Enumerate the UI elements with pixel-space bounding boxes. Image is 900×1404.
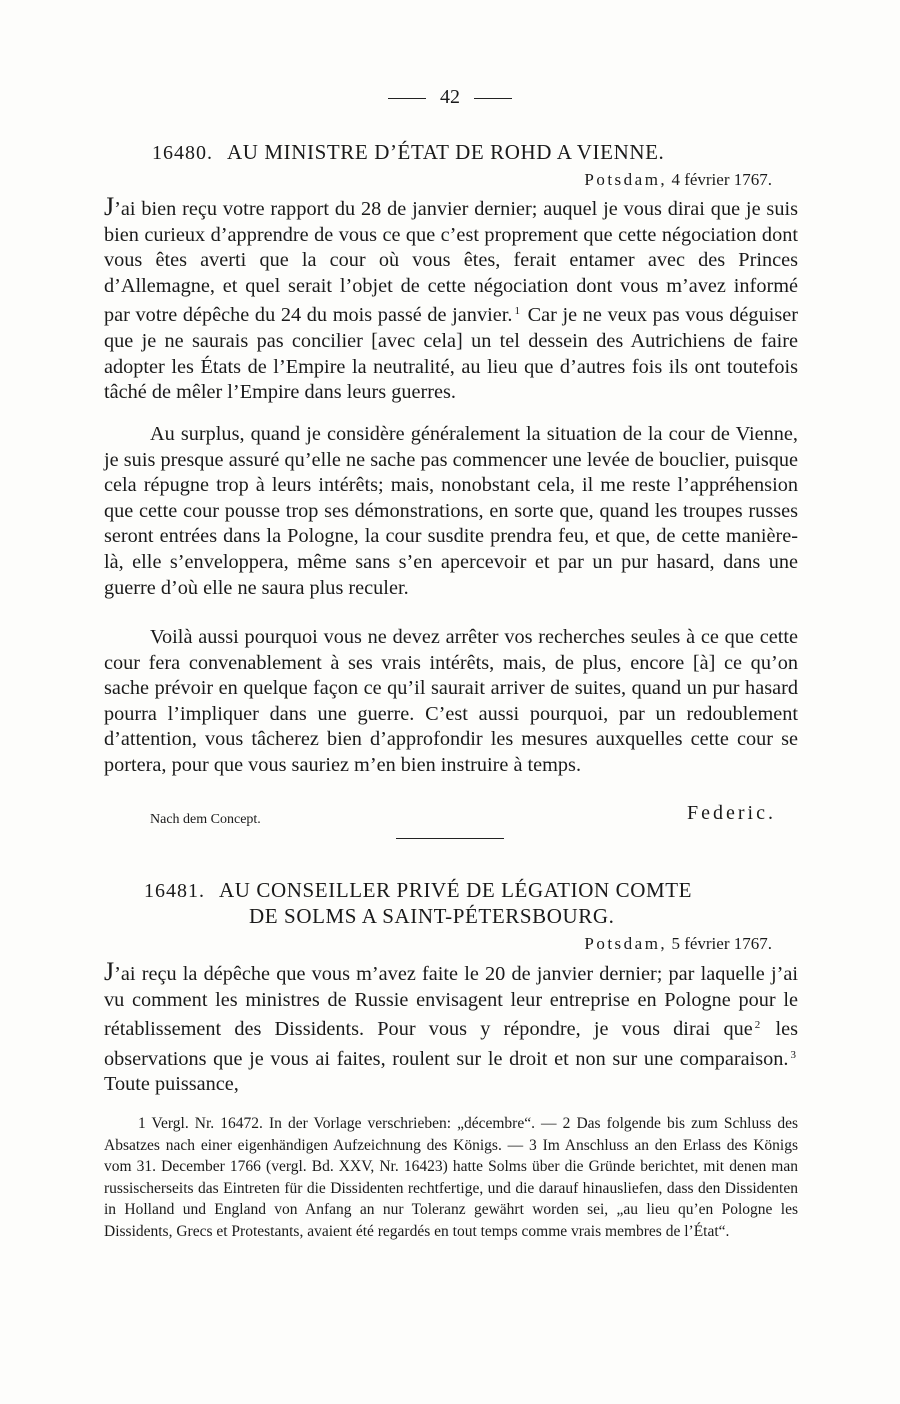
letter-heading-16481-line-2: DE SOLMS A SAINT-PÉTERSBOURG. [249,904,615,928]
footnote-2-mark: 2 [562,1115,571,1132]
dateline-16480 [584,170,772,190]
dateline-date: 5 février 1767. [671,934,772,953]
dateline-place: Potsdam, [584,170,668,189]
footnote-mark-3[interactable]: 3 [790,1048,796,1061]
footnotes [104,1113,798,1242]
page-number [0,86,900,109]
dateline-16481 [584,934,772,954]
paragraph-text: Car je ne veux pas vous déguiser que je ne saurais pas concilier [avec cela] un tel dessein des Autrichiens de faire adopter les États de l’Empire la neutralité, au lieu que d’autres fois ils ont toutefois tâché de mêler l’Empire dans leurs guerres. [104,304,798,404]
paragraph-text: Toute puissance, [104,1073,239,1096]
dateline-place: Potsdam, [584,934,668,953]
letter-title-line-1: AU CONSEILLER PRIVÉ DE LÉGATION COMTE [219,878,693,902]
letter-number: 16480. [152,142,213,164]
footnote-3-text: Im Anschluss an den Erlass des Königs vom 31. December 1766 (vergl. Bd. XXV, Nr. 16423) hatte Solms über die Gründe berichtet, mit denen man russischerseits das Eintreten für die Dissidenten rechtfertige, und die darauf hinausliefen, dass den Dissidenten in Holland und England von Anfang an nur Toleranz gewährt worden sei, „au lieu qu’en Pologne les Dissidents, Grecs et Protestants, avaient été regardés en tout temps comme vrais membres de l’État“. [104,1136,798,1240]
paragraph-text: ’ai bien reçu votre rapport du 28 de janvier dernier; auquel je vous dirai que je suis bien curieux d’apprendre de vous ce que c’est proprement que cette négociation dont vous êtes averti que la cour où vous êtes, ferait entamer avec des Princes d’Allemagne, et quel serait l’objet de cette négociation dont vous m’avez informé par votre dépêche du 24 du mois passé de janvier. [104,198,798,327]
letter-heading-16480 [152,140,664,165]
footnote-1-mark: 1 [138,1115,146,1132]
letter-16481-paragraph-1 [104,959,798,1098]
initial-letter: J [104,192,115,221]
letter-heading-16481 [144,878,692,903]
footnote-mark-1[interactable]: 1 [514,305,520,318]
footnote-1-text: Vergl. Nr. 16472. In der Vorlage verschrieben: „décembre“. — [145,1115,563,1132]
section-separator [396,838,504,839]
letter-number: 16481. [144,880,205,902]
letter-title: AU MINISTRE D’ÉTAT DE ROHD A VIENNE. [227,140,665,164]
dateline-date: 4 février 1767. [671,170,772,189]
signature: Federic. [687,802,776,824]
footnote-mark-2[interactable]: 2 [754,1019,761,1032]
footnote-2-text: Das folgende bis zum Schluss des Absatzes nach einer eigenhändigen Aufzeichnung des Königs. — [104,1115,799,1154]
initial-letter: J [104,957,115,986]
page-number-rule-left [388,98,426,99]
letter-16480-paragraph-3: Voilà aussi pourquoi vous ne devez arrêter vos recherches seules à ce que cette cour fera convenablement à ses vrais intérêts, mais, de plus, encore [à] ce qu’on sache prévoir en quelque façon ce qu’il saurait arriver de suites, quand un pur hasard pourra l’impliquer dans une guerre. C’est aussi pourquoi, par un redoublement d’attention, vous tâcherez bien d’approfondir les mesures auxquelles cette cour se portera, pour que vous sauriez m’en bien instruire à temps. [104,626,798,776]
paragraph-text: les observations que je vous ai faites, roulent sur le droit et non sur une comparaison. [104,1018,798,1070]
letter-16480-paragraph-1 [104,194,798,406]
page-number-value: 42 [440,86,460,108]
page-number-rule-right [474,98,512,99]
letter-16480-paragraph-2: Au surplus, quand je considère généralement la situation de la cour de Vienne, je suis presque assuré qu’elle ne sache pas commencer une levée de bouclier, puisque cela répugne trop à leurs intérêts; mais, nonobstant cela, il me reste l’appréhension que cette cour pousse trop ses démonstrations, en sorte que, quand les troupes russes seront entrées dans la Pologne, la cour susdite prendra feu, et que, de cette manière-là, elle s’enveloppera, même sans s’en apercevoir et par un pur hasard, dans une guerre d’où elle ne saura plus reculer. [104,423,798,599]
paragraph-text: ’ai reçu la dépêche que vous m’avez faite le 20 de janvier dernier; par laquelle j’ai vu comment les ministres de Russie envisagent leur entreprise en Pologne pour le rétablissement des Dissidents. Pour vous y répondre, je vous dirai que [104,963,798,1041]
source-note: Nach dem Concept. [150,812,261,827]
footnote-3-mark: 3 [529,1136,537,1154]
